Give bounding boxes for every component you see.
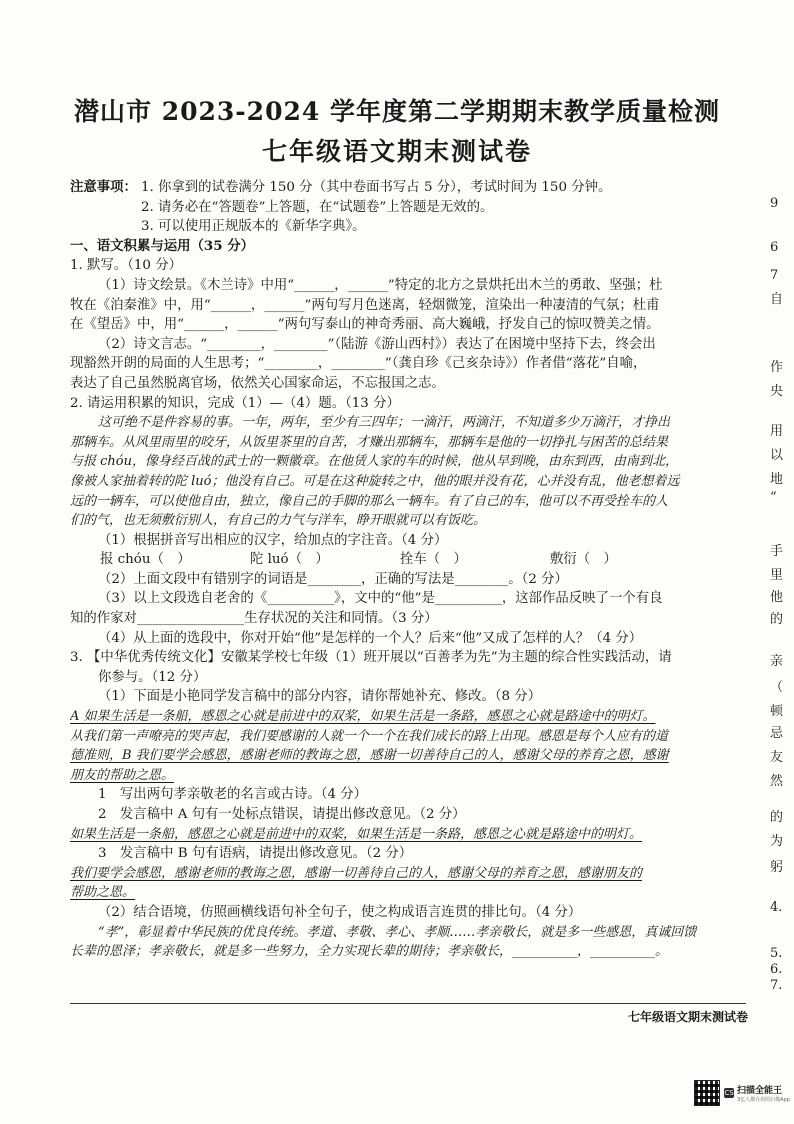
notes-label: 注意事项：: [70, 179, 137, 195]
page-footer: 七年级语文期末测试卷: [628, 1010, 749, 1024]
margin-char: “: [770, 490, 777, 505]
margin-char: 央: [770, 384, 784, 399]
question-text: （3）以上文段选自老舍的《__________》，文中的“他”是__________，这部作品反映了一个有良: [98, 591, 663, 607]
margin-char: 友: [770, 750, 784, 765]
quoted-sentence: 我们要学会感恩，感谢老师的教诲之恩，感谢一切善待自己的人，感谢父母的养育之恩，感谢朋友的: [70, 865, 643, 881]
margin-char: 用: [770, 424, 784, 439]
margin-char: 7.: [770, 978, 783, 993]
question-text: （2）结合语境，仿照画横线语句补全句子，使之构成语言连贯的排比句。（4 分）: [98, 904, 582, 920]
margin-char: 为: [770, 834, 784, 849]
margin-char: 7: [770, 268, 779, 283]
next-page-margin: [766, 0, 794, 1124]
scanner-watermark: [694, 1080, 790, 1106]
question-text: （1）下面是小艳同学发言稿中的部分内容，请你帮她补充、修改。（8 分）: [98, 689, 542, 705]
scanner-name: 扫描全能王: [737, 1086, 783, 1096]
question-text: 现豁然开朗的局面的人生思考；“________，________”（龚自珍《己亥杂诗》）作者借“落花”自喻，: [70, 356, 647, 372]
camscanner-icon: CS: [724, 1089, 734, 1097]
footer-rule: [70, 1003, 746, 1004]
parallel-sentence-line: “孝”，彰显着中华民族的优良传统。孝道、孝敬、孝心、孝顺……孝亲敬长，就是多一些感恩，真诚回馈: [98, 924, 697, 940]
margin-char: 以: [770, 448, 784, 463]
margin-char: 自: [770, 292, 784, 307]
question-text: （2）上面文段中有错别字的词语是________，正确的写法是________。（2 分）: [98, 571, 568, 587]
speech-line: 从我们第一声嘹亮的哭声起，我们要感谢的人就一个一个在我们成长的路上出现。感恩是每个人应有的道: [70, 728, 669, 744]
exam-title: 潜山市 2023-2024 学年度第二学期期末教学质量检测: [74, 97, 720, 126]
passage-line: 远的一辆车，可以使他自由，独立，像自己的手脚的那么一辆车。有了自己的车，他可以不再受拴车的人: [70, 493, 669, 509]
question-text: （1）诗文绘景。《木兰诗》中用“______，______”特定的北方之景烘托出木兰的勇敢、坚强；杜: [98, 277, 663, 293]
margin-char: 地: [770, 472, 784, 487]
margin-char: 6: [770, 240, 779, 255]
margin-char: 4.: [770, 900, 783, 915]
pinyin-item: 陀 luó（ ）: [250, 552, 329, 568]
question-3-stem: 3. 【中华优秀传统文化】安徽某学校七年级（1）班开展以“百善孝为先”为主题的综合性实践活动，请: [70, 650, 672, 666]
speech-line: 朋友的帮助之恩。: [70, 767, 175, 783]
passage-line: 像被人家抽着转的陀 luó；他没有自己。可是在这种旋转之中，他的眼并没有花，心并没有乱，他老想着远: [70, 473, 680, 489]
question-text: （4）从上面的选段中，你对开始“他”是怎样的一个人？后来“他”又成了怎样的人？（4 分）: [98, 630, 643, 646]
scanner-text: [737, 1083, 790, 1103]
quoted-sentence: 如果生活是一条船，感恩之心就是前进中的双桨，如果生活是一条路，感恩之心就是路途中的明灯。: [70, 826, 643, 842]
question-2-stem: 2. 请运用积累的知识，完成（1）—（4）题。（13 分）: [70, 395, 400, 411]
question-text: 知的作家对________________生存状况的关注和同情。（3 分）: [70, 611, 438, 627]
margin-char: 的: [770, 810, 784, 825]
margin-char: 手: [770, 544, 784, 559]
qr-code-icon: [694, 1080, 720, 1106]
margin-char: 顿: [770, 704, 784, 719]
margin-char: 忌: [770, 726, 784, 741]
notes-items: [137, 178, 611, 237]
parallel-sentence-line: 长辈的恩泽；孝亲敬长，就是多一些努力，全力实现长辈的期待；孝亲敬长，__________，__________。: [70, 944, 669, 960]
margin-char: 里: [770, 568, 784, 583]
question-text: （1）根据拼音写出相应的汉字，给加点的字注音。（4 分）: [98, 532, 448, 548]
notes-block: [70, 178, 746, 237]
passage-line: 这可绝不是件容易的事。一年，两年，至少有三四年；一滴汗，两滴汗，不知道多少万滴汗，才挣出: [98, 415, 671, 431]
sub-question: 3 发言稿中 B 句有语病，请提出修改意见。（2 分）: [98, 846, 413, 862]
sub-question: 1 写出两句孝亲敬老的名言或古诗。（4 分）: [98, 787, 368, 803]
pinyin-item: 敷衍（ ）: [550, 552, 617, 568]
pinyin-item: 报 chóu（ ）: [100, 552, 191, 568]
question-1-stem: 1. 默写。（10 分）: [70, 258, 182, 274]
note-item: 3. 可以使用正规版本的《新华字典》。: [140, 219, 366, 235]
margin-char: 9: [770, 196, 779, 211]
margin-char: 躬: [770, 860, 784, 875]
exam-content: [70, 178, 746, 962]
question-text: （2）诗文言志。“________，________”（陆游《游山西村》）表达了在困境中坚持下去，终会出: [98, 336, 656, 352]
margin-char: 他: [770, 590, 784, 605]
margin-char: 作: [770, 360, 784, 375]
quoted-sentence: 帮助之恩。: [70, 885, 136, 901]
speech-line: 德准则，B 我们要学会感恩，感谢老师的教诲之恩，感谢一切善待自己的人，感谢父母的养育之恩，感谢: [70, 748, 669, 764]
scanner-tagline: 3亿人都在用的扫描App: [737, 1097, 790, 1103]
question-text: 在《望岳》中，用“______，______”两句写泰山的神奇秀丽、高大巍峨，抒发自己的惊叹赞美之情。: [70, 317, 660, 333]
passage-line: 与报 chóu，像身经百战的武士的一颗徽章。在他赁人家的车的时候，他从早到晚，由东到西，由南到北，: [70, 454, 678, 470]
margin-char: （: [770, 680, 784, 695]
section-heading: 一、语文积累与运用（35 分）: [70, 237, 254, 254]
note-item: 2. 请务必在“答题卷”上答题，在“试题卷”上答题是无效的。: [140, 199, 494, 215]
note-item: 1. 你拿到的试卷满分 150 分（其中卷面书写占 5 分），考试时间为 150 分钟。: [140, 180, 612, 195]
question-text: 表达了自己虽然脱离官场，依然关心国家命运，不忘报国之志。: [70, 375, 445, 391]
exam-subtitle: 七年级语文期末测试卷: [261, 137, 532, 166]
speech-line: A 如果生活是一条船，感恩之心就是前进中的双桨，如果生活是一条路，感恩之心就是路途中的明灯。: [70, 709, 656, 725]
margin-char: 然: [770, 774, 784, 789]
margin-char: 亲: [770, 654, 784, 669]
pinyin-row: [70, 550, 746, 570]
margin-char: 的: [770, 612, 784, 627]
sub-question: 2 发言稿中 A 句有一处标点错误，请提出修改意见。（2 分）: [98, 807, 466, 822]
passage-line: 们的气，也无须敷衍别人，有自己的力气与洋车，睁开眼就可以有饭吃。: [70, 513, 487, 529]
question-text: 牧在《泊秦淮》中，用“______，______”两句写月色迷离，轻烟微笼，渲染出一种凄清的气氛；杜甫: [70, 297, 660, 313]
margin-char: 5.: [770, 946, 783, 961]
passage-line: 那辆车。从风里雨里的咬牙，从饭里茶里的自苦，才赚出那辆车，那辆车是他的一切挣扎与困苦的总结果: [70, 434, 669, 450]
question-text: 你参与。（12 分）: [98, 669, 207, 685]
margin-char: 6.: [770, 962, 783, 977]
pinyin-item: 拴车（ ）: [400, 552, 467, 568]
